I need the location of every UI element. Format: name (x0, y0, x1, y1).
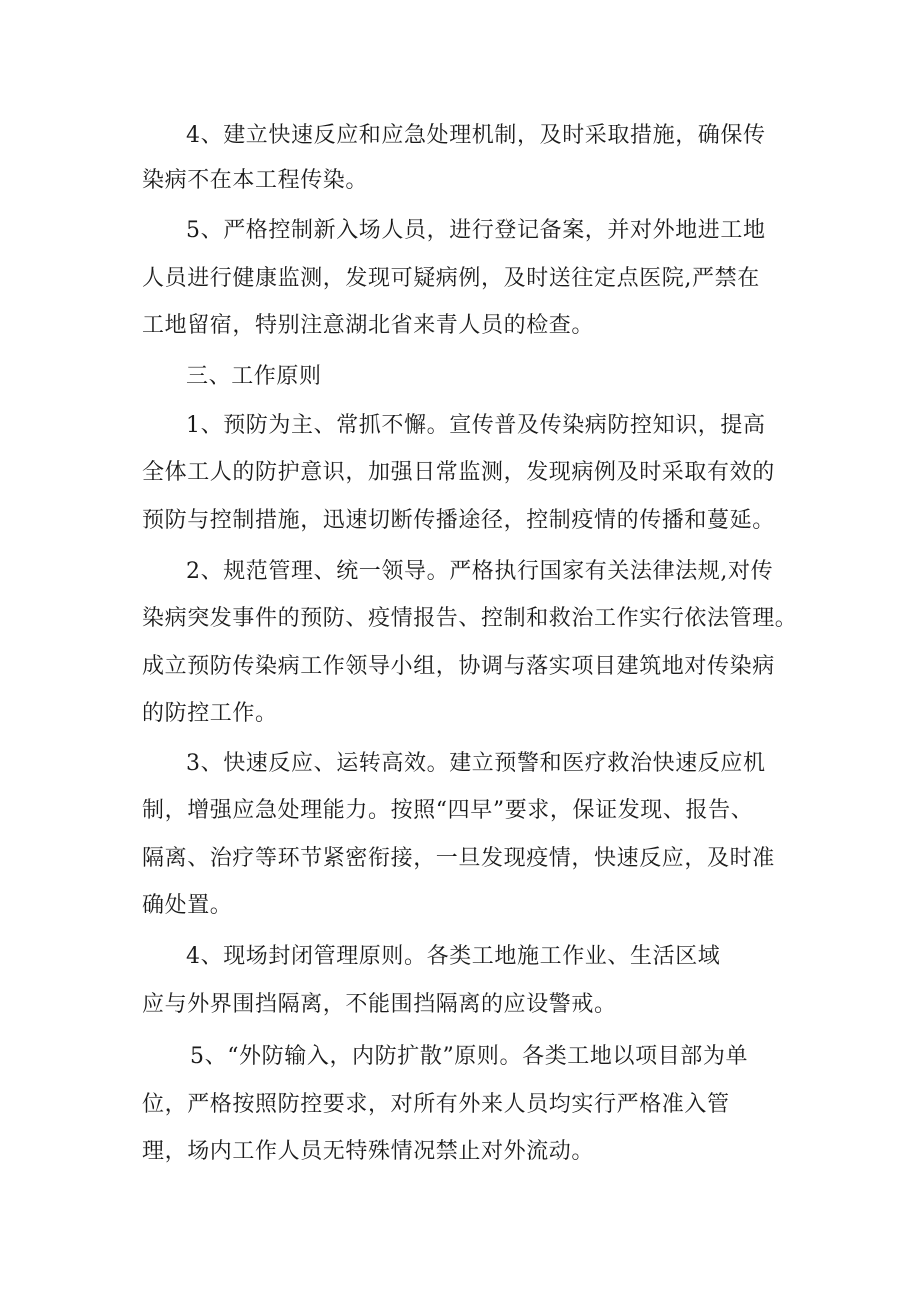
text-line: 2、规范管理、统一领导。严格执行国家有关法律法规,对传 (186, 559, 774, 584)
text-line: 染病突发事件的预防、疫情报告、控制和救治工作实行依法管理。 (142, 606, 798, 631)
text-line: 成立预防传染病工作领导小组，协调与落实项目建筑地对传染病 (142, 654, 775, 679)
text-line: 位，严格按照防控要求，对所有外来人员均实行严格准入管 (142, 1092, 730, 1117)
text-line: 4、现场封闭管理原则。各类工地施工作业、生活区域 (186, 944, 721, 969)
text-line: 确处置。 (142, 893, 233, 918)
text-line: 染病不在本工程传染。 (142, 168, 369, 193)
text-line: 5、严格控制新入场人员，进行登记备案，并对外地进工地 (186, 218, 766, 243)
text-line: 隔离、治疗等环节紧密衔接，一旦发现疫情，快速反应，及时准 (142, 846, 775, 871)
text-line: 预防与控制措施，迅速切断传播途径，控制疫情的传播和蔓延。 (142, 508, 775, 533)
text-line: 1、预防为主、常抓不懈。宣传普及传染病防控知识，提高 (186, 413, 766, 438)
text-line: 理，场内工作人员无特殊情况禁止对外流动。 (142, 1139, 595, 1164)
text-line: 人员进行健康监测，发现可疑病例，及时送往定点医院,严禁在 (142, 266, 760, 291)
text-line: 工地留宿，特别注意湖北省来青人员的检查。 (142, 313, 595, 338)
text-line: 的防控工作。 (142, 701, 278, 726)
text-line: 制，增强应急处理能力。按照“四早”要求，保证发现、报告、 (142, 798, 754, 823)
text-line: 3、快速反应、运转高效。建立预警和医疗救治快速反应机 (186, 751, 766, 776)
section-heading: 三、工作原则 (186, 364, 322, 389)
text-line: 5、“外防输入，内防扩散”原则。各类工地以项目部为单 (190, 1044, 749, 1069)
text-line: 应与外界围挡隔离，不能围挡隔离的应设警戒。 (142, 992, 617, 1017)
text-line: 全体工人的防护意识，加强日常监测，发现病例及时采取有效的 (142, 460, 775, 485)
text-line: 4、建立快速反应和应急处理机制，及时采取措施，确保传 (186, 123, 766, 148)
